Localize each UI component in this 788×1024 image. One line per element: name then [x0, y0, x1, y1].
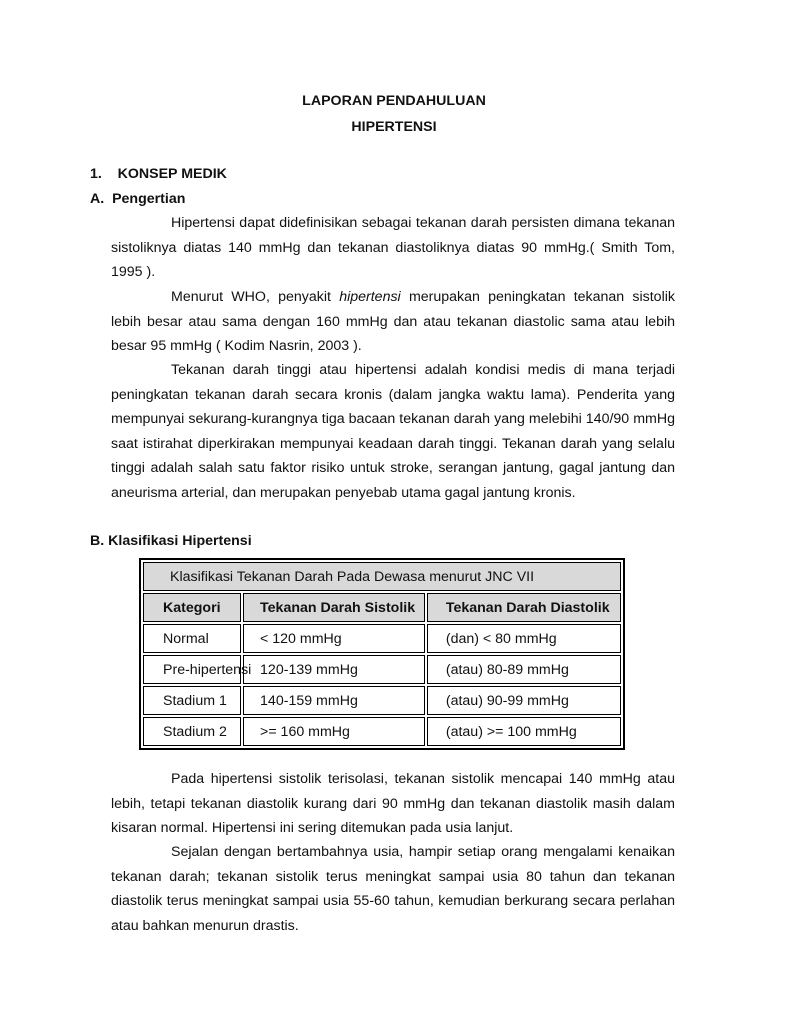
table-cell-kategori: Stadium 2 — [143, 717, 241, 746]
table-cell-sistolik: >= 160 mmHg — [243, 717, 425, 746]
table-cell-diastolik: (atau) 90-99 mmHg — [427, 686, 621, 715]
paragraph-who — [111, 285, 675, 359]
table-header-row — [143, 593, 621, 622]
table-cell-kategori: Pre-hipertensi — [143, 655, 241, 684]
table-caption: Klasifikasi Tekanan Darah Pada Dewasa menurut JNC VII — [143, 562, 621, 591]
table-row — [143, 655, 621, 684]
table-cell-diastolik: (atau) >= 100 mmHg — [427, 717, 621, 746]
table-cell-kategori: Stadium 1 — [143, 686, 241, 715]
paragraph-tekanan-darah-tinggi: Tekanan darah tinggi atau hipertensi adalah kondisi medis di mana terjadi peningkatan tekanan darah secara kronis (dalam jangka waktu lama). Penderita yang mempunyai sekurang-kurangnya tiga bacaan tekanan darah yang melebihi 140/90 mmHg saat istirahat diperkirakan mempunyai keadaan darah tinggi. Tekanan darah yang selalu tinggi adalah salah satu faktor risiko untuk stroke, serangan jantung, gagal jantung dan aneurisma arterial, dan merupakan penyebab utama gagal jantung kronis. — [111, 362, 675, 501]
section-heading-konsep-medik: 1. KONSEP MEDIK — [90, 166, 227, 182]
table-cell-diastolik: (atau) 80-89 mmHg — [427, 655, 621, 684]
paragraph-who-post: merupakan peningkatan tekanan sistolik lebih besar atau sama dengan 160 mmHg dan atau tekanan diastolic sama atau lebih besar 95 mmHg ( Kodim Nasrin, 2003 ). — [111, 289, 675, 355]
table-cell-diastolik: (dan) < 80 mmHg — [427, 624, 621, 653]
table-header-kategori: Kategori — [143, 593, 241, 622]
paragraph-definisi: Hipertensi dapat didefinisikan sebagai tekanan darah persisten dimana tekanan sistoliknya diatas 140 mmHg dan tekanan diastoliknya diatas 90 mmHg.( Smith Tom, 1995 ). — [111, 215, 675, 281]
table-cell-kategori: Normal — [143, 624, 241, 653]
paragraph-usia: Sejalan dengan bertambahnya usia, hampir setiap orang mengalami kenaikan tekanan darah; tekanan sistolik terus meningkat sampai usia 80 tahun dan tekanan diastolik terus meningkat sampai usia 55-60 tahun, kemudian berkurang secara perlahan atau bahkan menurun drastis. — [111, 844, 675, 934]
document-subtitle: HIPERTENSI — [351, 119, 437, 135]
table-caption-row — [143, 562, 621, 591]
table-cell-sistolik: < 120 mmHg — [243, 624, 425, 653]
table-row — [143, 686, 621, 715]
table-row — [143, 624, 621, 653]
table-header-diastolik: Tekanan Darah Diastolik — [427, 593, 621, 622]
paragraph-who-pre: Menurut WHO, penyakit — [171, 289, 340, 305]
classification-table — [139, 558, 625, 750]
paragraph-sistolik-terisolasi: Pada hipertensi sistolik terisolasi, tekanan sistolik mencapai 140 mmHg atau lebih, tetapi tekanan diastolik kurang dari 90 mmHg dan tekanan diastolik masih dalam kisaran normal. Hipertensi ini sering ditemukan pada usia lanjut. — [111, 771, 675, 837]
section-heading-klasifikasi: B. Klasifikasi Hipertensi — [90, 533, 252, 549]
table-cell-sistolik: 140-159 mmHg — [243, 686, 425, 715]
document-title: LAPORAN PENDAHULUAN — [302, 93, 486, 109]
table-header-sistolik: Tekanan Darah Sistolik — [243, 593, 425, 622]
table-row — [143, 717, 621, 746]
section-heading-pengertian: A. Pengertian — [90, 191, 186, 207]
table-cell-sistolik: 120-139 mmHg — [243, 655, 425, 684]
paragraph-who-emphasis: hipertensi — [339, 289, 401, 305]
